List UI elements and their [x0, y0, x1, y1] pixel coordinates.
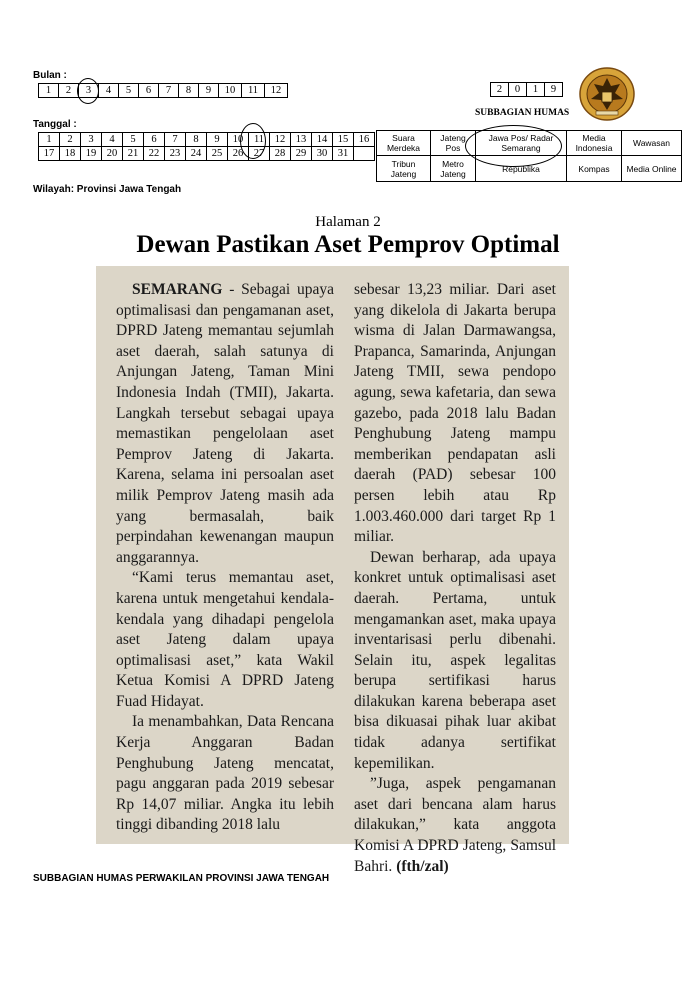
date-cell-28: 28	[270, 147, 291, 161]
wilayah-label: Wilayah: Provinsi Jawa Tengah	[33, 184, 182, 195]
date-cell-23: 23	[165, 147, 186, 161]
media-suara-merdeka: Suara Merdeka	[377, 131, 431, 156]
media-republika: Republika	[476, 156, 567, 182]
article-column-1	[116, 280, 334, 836]
date-cell-27: 27	[249, 147, 270, 161]
month-cell-8: 8	[179, 84, 199, 98]
month-cell-3: 3	[79, 84, 99, 98]
month-cell-11: 11	[242, 84, 265, 98]
date-cell-3: 3	[81, 133, 102, 147]
paragraph-4: sebesar 13,23 miliar. Dari aset yang dikelola di Jakarta berupa wisma di Jalan Darmawangsa, Prapanca, Samarinda, Anjungan Jateng TMII, sewa pendopo agung, sewa kafetaria, dan sewa gazebo, pada 2018 lalu Badan Penghubung Jateng mampu memberikan pendapatan asli daerah (PAD) sebesar 100 persen lebih atau Rp 1.003.460.000 dari target Rp 1 miliar.	[354, 281, 556, 546]
media-jateng-pos: Jateng Pos	[431, 131, 476, 156]
tanggal-label: Tanggal :	[33, 119, 77, 130]
media-kompas: Kompas	[567, 156, 622, 182]
month-cell-12: 12	[265, 84, 288, 98]
media-wawasan: Wawasan	[622, 131, 682, 156]
date-cell-19: 19	[81, 147, 102, 161]
date-cell-13: 13	[291, 133, 312, 147]
month-cell-2: 2	[59, 84, 79, 98]
date-cell-20: 20	[102, 147, 123, 161]
month-cell-4: 4	[99, 84, 119, 98]
date-cell-21: 21	[123, 147, 144, 161]
date-cell-6: 6	[144, 133, 165, 147]
selected-month-circle	[77, 78, 99, 104]
paragraph-2: “Kami terus memantau aset, karena untuk mengetahui kendala-kendala yang dihadapi pengelola aset Jateng dalam upaya optimalisasi aset,” kata Wakil Ketua Komisi A DPRD Jateng Fuad Hidayat.	[116, 569, 334, 710]
paragraph-1-text: - Sebagai upaya optimalisasi dan pengamanan aset, DPRD Jateng memantau sejumlah aset daerah, salah satunya di Anjungan Jateng, Taman Mini Indonesia Indah (TMII), Jakarta. Langkah tersebut sebagai upaya memastikan pengelolaan aset Pemprov Jateng di Jakarta. Karena, selama ini persoalan aset milik Pemprov Jateng masih ada yang bermasalah, baik perpindahan kewenangan maupun anggarannya.	[116, 281, 334, 566]
paragraph-1	[116, 280, 334, 568]
date-cell-8: 8	[186, 133, 207, 147]
date-cell-4: 4	[102, 133, 123, 147]
date-cell-2: 2	[60, 133, 81, 147]
date-cell-18: 18	[60, 147, 81, 161]
date-cell-14: 14	[312, 133, 333, 147]
bulan-label: Bulan :	[33, 70, 67, 81]
date-cell-blank	[354, 147, 375, 161]
month-cell-5: 5	[119, 84, 139, 98]
date-cell-5: 5	[123, 133, 144, 147]
year-digit-9: 9	[545, 83, 563, 97]
date-cell-9: 9	[207, 133, 228, 147]
subbagian-humas-label: SUBBAGIAN HUMAS	[475, 108, 570, 118]
year-digit-1: 1	[527, 83, 545, 97]
year-digit-0: 0	[509, 83, 527, 97]
month-cell-7: 7	[159, 84, 179, 98]
paragraph-6-text: ”Juga, aspek pengamanan aset dari bencana alam harus dilakukan,” kata anggota Komisi A DPRD Jateng, Samsul Bahri.	[354, 775, 556, 875]
month-cell-1: 1	[39, 84, 59, 98]
month-cell-9: 9	[199, 84, 219, 98]
date-cell-30: 30	[312, 147, 333, 161]
date-cell-31: 31	[333, 147, 354, 161]
garuda-emblem-icon	[578, 66, 636, 122]
date-cell-16: 16	[354, 133, 375, 147]
date-cell-15: 15	[333, 133, 354, 147]
author-initials: (fth/zal)	[392, 857, 449, 875]
date-cell-17: 17	[39, 147, 60, 161]
date-cell-24: 24	[186, 147, 207, 161]
month-cell-6: 6	[139, 84, 159, 98]
date-cell-26: 26	[228, 147, 249, 161]
page-number: Halaman 2	[315, 214, 381, 230]
article-headline: Dewan Pastikan Aset Pemprov Optimal	[136, 231, 560, 258]
date-cell-7: 7	[165, 133, 186, 147]
paragraph-3: Ia menambahkan, Data Rencana Kerja Anggaran Badan Penghubung Jateng mencatat, pagu anggaran pada 2019 sebesar Rp 14,07 miliar. Angka itu lebih tinggi dibanding 2018 lalu	[116, 713, 334, 834]
year-digit-2: 2	[491, 83, 509, 97]
media-tribun-jateng: Tribun Jateng	[377, 156, 431, 182]
month-cell-10: 10	[219, 84, 242, 98]
date-cell-29: 29	[291, 147, 312, 161]
date-cell-12: 12	[270, 133, 291, 147]
paragraph-5: Dewan berharap, ada upaya konkret untuk optimalisasi aset daerah. Pertama, untuk mengamankan aset, maka upaya inventarisasi perlu dibenahi. Selain itu, aspek legalitas berupa sertifikasi harus dilakukan karena beberapa aset bisa dikuasai pihak luar akibat tidak adanya sertifikat kepemilikan.	[354, 548, 556, 772]
month-grid	[38, 83, 288, 98]
date-cell-25: 25	[207, 147, 228, 161]
date-cell-1: 1	[39, 133, 60, 147]
date-cell-22: 22	[144, 147, 165, 161]
dateline: SEMARANG	[132, 281, 223, 298]
selected-date-circle	[240, 123, 266, 159]
year-grid	[490, 82, 563, 97]
date-cell-10: 10	[228, 133, 249, 147]
selected-media-circle	[465, 125, 562, 167]
article-column-2	[354, 280, 556, 877]
newspaper-clipping	[96, 266, 569, 875]
media-online: Media Online	[622, 156, 682, 182]
paragraph-6	[354, 774, 556, 877]
date-cell-11: 11	[249, 133, 270, 147]
media-metro-jateng: Metro Jateng	[431, 156, 476, 182]
media-jawa-pos: Jawa Pos/ Radar Semarang	[476, 131, 567, 156]
footer-text: SUBBAGIAN HUMAS PERWAKILAN PROVINSI JAWA TENGAH	[33, 873, 330, 884]
date-grid	[38, 132, 375, 161]
media-media-indonesia: Media Indonesia	[567, 131, 622, 156]
